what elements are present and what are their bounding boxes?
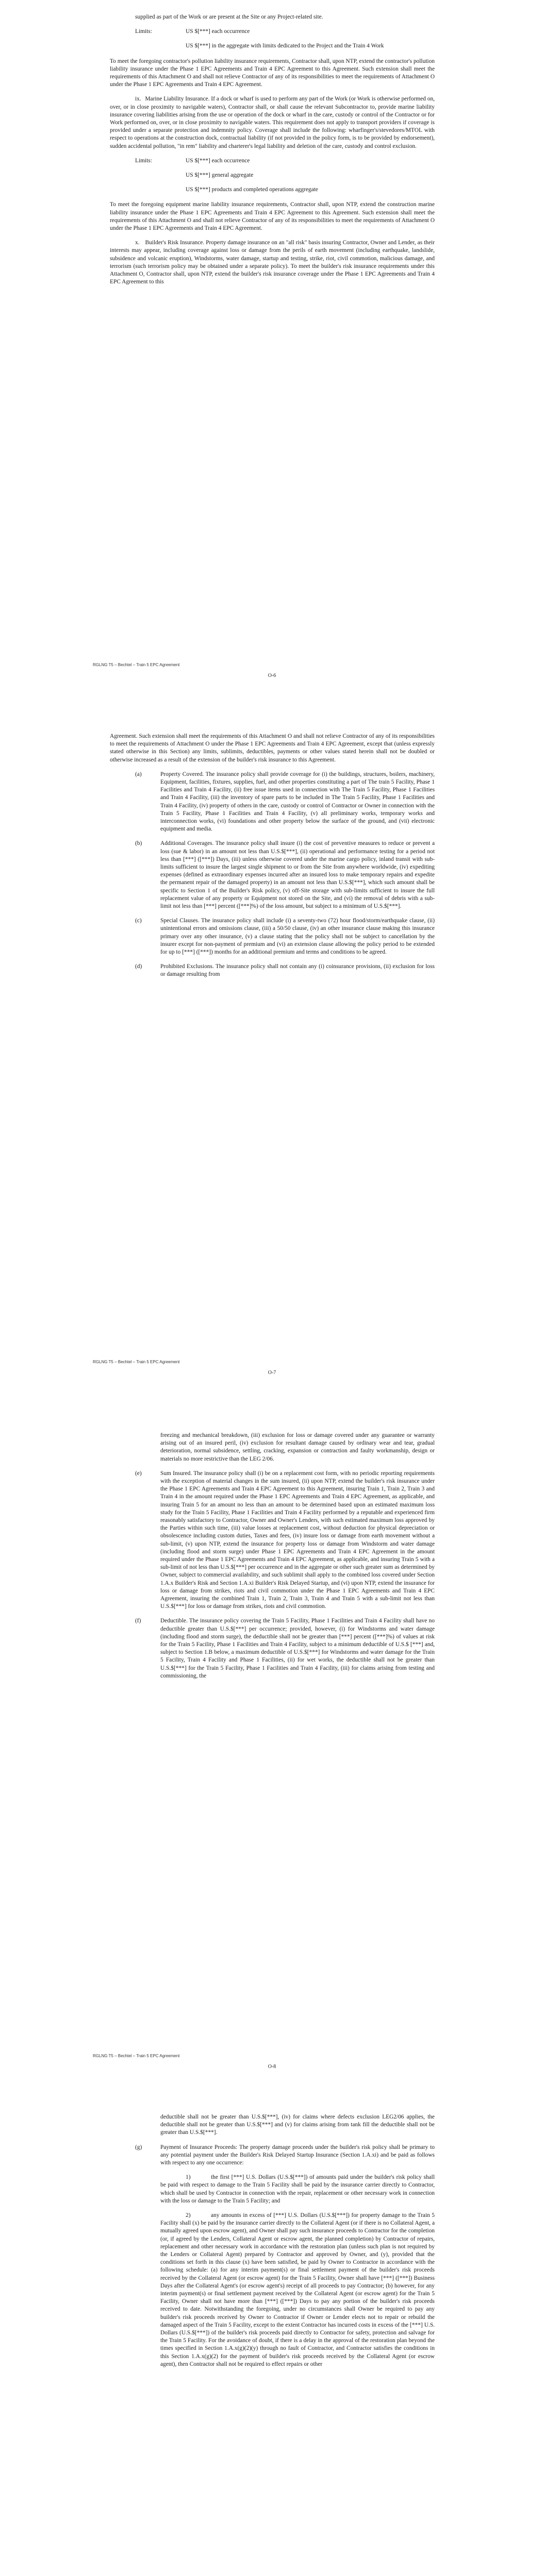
builders-risk-paragraph: x. Builder's Risk Insurance. Property damage insurance on an "all risk" basis insuring Contractor, Owner and Lender, as their interests may appear, including coverage against loss or damage from the perils of earth movement (including earthquake, landslide, subsidence and volcanic eruption), Windstorms, water damage, startup and testing, strike, riot, civil commotion, malicious damage, and terrorism (such terrorism policy may be obtained under a separate policy). To meet the builder's risk insurance requirements under this Attachment O, Contractor shall, upon NTP, extend the builder's risk insurance coverage under the Phase 1 EPC Agreements and Train 4 EPC Agreement to this xyxy=(110,240,436,285)
subsection-marker: (f) xyxy=(135,1618,141,1624)
limits-block-2 xyxy=(110,157,435,194)
intro-text: deductible shall not be greater than U.S.$[***], (iv) for claims where defects exclusion LEG2/06 applies, the deductible shall not be greater than U.S.$[***] and (v) for claims arising from tank fill the deductible shall not be greater than U.S.$[***]. xyxy=(160,2114,435,2136)
intro-text: supplied as part of the Work or are present at the Site or any Project-related site. xyxy=(135,14,323,20)
limits-block-1 xyxy=(110,28,435,50)
subsection-text: Deductible. The insurance policy covering the Train 5 Facility, Phase 1 Facilities and Train 4 Facility shall have no deductible greater than U.S.$[***] per occurrence; provided, however, (i) for Windstorms and water damage (including flood and storm surge), the deductible shall not be greater than [***] percent ([***]%) of values at risk for the Train 5 Facility, Phase 1 Facilities and Train 4 Facility, subject to a minimum deductible of U.S.$ [***] and, subject to Section 1.B below, a maximum deductible of U.S.$[***] for Windstorms and water damage for the Train 5 Facility, Train 4 Facility and Phase 1 Facilities, (ii) for wet works, the deductible shall not be greater than U.S.$[***] for the Train 5 Facility, Phase 1 Facilities and Train 4 Facility, (iii) for claims arising from testing and commissioning, the xyxy=(160,1618,435,1679)
subsection-g xyxy=(110,2144,435,2167)
subsection-marker: (c) xyxy=(135,918,142,924)
subsection-c xyxy=(110,917,435,956)
intro-text: freezing and mechanical breakdown, (iii) exclusion for loss or damage covered under any guarantee or warranty arising out of an insured peril, (iv) exclusion for resultant damage caused by ordinary wear and tear, gradual deterioration, normal subsidence, settling, cracking, expansion or contraction and faulty workmanship, design or materials no more restrictive than the LEG 2/06. xyxy=(160,1432,435,1462)
marine-extension-paragraph: To meet the foregoing equipment marine liability insurance requirements, Contractor shall, upon NTP, extend the construction marine liability insurance under the Phase 1 EPC Agreements and Train 4 EPC Agreement to this Agreement. Such extension shall meet the requirements of this Attachment O and shall not relieve Contractor of any of its responsibilities to meet the requirements of Attachment O under the Phase 1 EPC Agreements and Train 4 EPC Agreement. xyxy=(110,201,435,232)
footer-label: RGLNG T5 – Bechtel – Train 5 EPC Agreement xyxy=(93,1360,180,1364)
subsection-text: Property Covered. The insurance policy shall provide coverage for (i) the buildings, structures, boilers, machinery, Equipment, facilities, fixtures, supplies, fuel, and other properties constituting a part of The train 5 Facility, Phase 1 Facilities and Train 4 Facility, (ii) free issue items used in connection with The Train 5 Facility, Phase 1 Facilities and Train 4 Facility, (iii) the inventory of spare parts to be included in The Train 5 Facility, Phase 1 Facilities and Train 4 Facility, (iv) property of others in the care, custody or control of Contractor or Owner in connection with the Train 5 Facility, Phase 1 Facilities and Train 4 Facility, (v) all preliminary works, temporary works and interconnection works, (vi) foundations and other property below the surface of the ground, and (vii) electronic equipment and media. xyxy=(160,771,435,833)
intro-text: Agreement. Such extension shall meet the requirements of this Attachment O and shall not relieve Contractor of any of its responsibilities to meet the requirements of Attachment O under the Phase 1 EPC Agreements and Train 4 EPC Agreement, except that (unless expressly stated otherwise in this Section) any limits, sublimits, deductibles, payments or other values stated herein shall not be doubled or otherwise increased as a result of the extension of the builder's risk insurance to this Agreement. xyxy=(110,733,435,763)
page-1 xyxy=(0,0,544,694)
numbered-item-2 xyxy=(110,2212,435,2368)
page-number: O-6 xyxy=(268,673,276,679)
subsection-marker: (e) xyxy=(135,1470,142,1477)
pollution-extension-paragraph: To meet the foregoing contractor's pollution liability insurance requirements, Contractor shall, upon NTP, extend the contractor's pollution liability insurance under the Phase 1 EPC Agreements and Train 4 EPC Agreement to this Agreement. Such extension shall meet the requirements of this Attachment O and shall not relieve Contractor of any of its responsibilities to meet the requirements of Attachment O under the Phase 1 EPC Agreements and Train 4 EPC Agreement. xyxy=(110,58,435,88)
page-3 xyxy=(0,1387,544,2080)
subsection-marker: (g) xyxy=(135,2144,142,2150)
limit-item: US $[***] each occurrence xyxy=(186,28,250,35)
page-3-content xyxy=(110,1432,435,1687)
subsection-text: Payment of Insurance Proceeds: The property damage proceeds under the builder's risk policy shall be primary to any potential payment under the Builder's Risk Delayed Startup Insurance (Section 1.A.xi) and be paid as follows with respect to any one occurrence: xyxy=(160,2144,435,2166)
page-1-content xyxy=(110,13,435,293)
page-4 xyxy=(0,2080,544,2576)
footer-label: RGLNG T5 – Bechtel – Train 5 EPC Agreement xyxy=(93,663,180,667)
limit-item: US $[***] in the aggregate with limits dedicated to the Project and the Train 4 Work xyxy=(186,43,384,49)
limits-label: Limits: xyxy=(135,157,152,164)
subsection-e xyxy=(110,1470,435,1611)
page-2 xyxy=(0,694,544,1387)
limit-item: US $[***] each occurrence xyxy=(186,157,250,164)
limit-item: US $[***] general aggregate xyxy=(186,172,254,179)
numbered-text xyxy=(160,2212,435,2368)
limit-item: US $[***] products and completed operations aggregate xyxy=(186,187,318,193)
subsection-a xyxy=(110,771,435,834)
subsection-b xyxy=(110,840,435,910)
subsection-marker: (d) xyxy=(135,963,142,970)
numbered-text xyxy=(160,2174,435,2205)
subsection-text: Sum Insured. The insurance policy shall (i) be on a replacement cost form, with no periodic reporting requirements with the exception of material changes in the sum insured, (ii) upon NTP, extend the builder's risk insurance under the Phase 1 EPC Agreements and Train 4 EPC Agreement to this Agreement, insuring Train 1, Train 2, Train 3 and Train 4 in the amount required under the Phase 1 EPC Agreements and Train 4 EPC Agreement, as applicable, and insuring Train 5 for an amount no less than an amount to be determined based upon an estimated maximum loss study for the Train 5 Facility, Phase 1 Facilities and Train 4 Facility performed by a reputable and experienced firm reasonably satisfactory to Contractor, Owner and Owner's Lenders, with such estimated maximum loss approved by the Parties within such time, (iii) value losses at replacement cost, without deduction for physical depreciation or obsolescence including custom duties, Taxes and fees, (iv) insure loss or damage from earth movement without a sub-limit, (v) upon NTP, extend the insurance for property loss or damage from Windstorm and water damage (including flood and storm surge) under Phase 1 EPC Agreements and Train 4 EPC Agreement in the amount required under the Phase 1 EPC Agreements and Train 4 EPC Agreement, as applicable, and insuring Train 5 with a sub-limit of not less than U.S.$[***] per occurrence and in the aggregate or other such greater sum as determined by Owner, subject to commercial availability, and such sublimit shall apply to the combined loss covered under Section 1.A.x Builder's Risk and Section 1.A.xi Builder's Risk Delayed Startup, and (vi) upon NTP, extend the insurance for loss or damage from strikes, riots and civil commotion under the Phase 1 EPC Agreements and Train 4 EPC Agreement, insuring the combined Train 1, Train 2, Train 3, Train 4 and Train 5 with a sub-limit not less than U.S.$[***] for loss or damage from strikes, riots and civil commotion. xyxy=(160,1470,435,1610)
numbered-body: any amounts in excess of [***] U.S. Dollars (U.S.$[***]) for property damage to the Train 5 Facility shall (x) be paid by the insurance carrier directly to the Collateral Agent (or if there is no Collateral Agent, a mutually agreed upon escrow agent), and Owner shall pay such insurance proceeds to Contractor for the completion (or, if agreed by the Lenders, Collateral Agent or escrow agent, the planned completion) by Contractor of repairs, replacement and other necessary work in accordance with the restoration plan (unless such plan is not required by the Lenders or Collateral Agent) prepared by Contractor and approved by Owner, and (y), provided that the conditions set forth in this clause (x) have been satisfied, be paid by Owner to Contractor in accordance with the following schedule: (a) for any interim payment(s) or final settlement payment of the builder's risk proceeds received by the Collateral Agent (or escrow agent) for the Train 5 Facility, Owner shall have [***] ([***]) Business Days after the Collateral Agent's (or escrow agent's) receipt of all proceeds to pay Contractor; (b) however, for any interim payment(s) or final settlement payment received by the Collateral Agent (or escrow agent) for the Train 5 Facility, Owner shall not have more than [***] ([***]) Days to pay any portion of the builder's risk proceeds received to date. Notwithstanding the foregoing, under no circumstances shall Owner be required to pay any builder's risk proceeds received by Owner to Contractor if Owner or Lender elects not to repair or rebuild the damaged aspect of the Train 5 Facility, except to the extent Contractor has incurred costs in excess of the [***] U.S. Dollars (U.S.$[***]) of the builder's risk proceeds paid directly to Contractor for safety, protection and salvage for the Train 5 Facility. For the avoidance of doubt, if there is a delay in the approval of the restoration plan beyond the times specified in Section 1.A.x(g)(2)(y) through no fault of Contractor, and Contractor satisfies the conditions in this Section 1.A.x(g)(2) for the payment of builder's risk proceeds received by the Collateral Agent (or escrow agent), then Contractor shall not be required to effect repairs or other xyxy=(160,2212,435,2367)
marine-liability-paragraph: ix. Marine Liability Insurance. If a dock or wharf is used to perform any part of the Work (or Work is otherwise performed on, over, or in close proximity to navigable waters), Contractor shall, or shall cause the relevant Subcontractor to, provide marine liability insurance covering liabilities arising from the use or operation of the dock or wharf in the care, custody or control of the Contractor or for Work performed on, over, or in close proximity to navigable waters. This requirement does not apply to transport providers if coverage is provided under a separate protection and indemnity policy. Coverage shall include the following: wharfinger's/stevedores/MTOL with respect to operations at the construction dock, contractual liability (if not provided in the policy form, is to be provided by endorsement), sudden accidental pollution, "in rem" liability and charterer's legal liability and deletion of the care, custody and control exclusion. xyxy=(110,96,436,149)
page-2-content xyxy=(110,733,435,986)
numbered-item-1 xyxy=(110,2174,435,2205)
numbered-marker: 2) xyxy=(186,2212,191,2219)
subsection-text: Additional Coverages. The insurance policy shall insure (i) the cost of preventive measures to reduce or prevent a loss (sue & labor) in an amount not less than U.S.$[***], (ii) operational and performance testing for a period not less than [***] ([***]) Days, (iii) unless otherwise covered under the marine cargo policy, inland transit with sub-limits sufficient to insure the largest single shipment to or from the Site from anywhere worldwide, (iv) expediting expenses (defined as extraordinary expenses incurred after an insured loss to make temporary repairs and expedite the permanent repair of the damaged property) in an amount not less than U.S.$[***], which such amount shall be specific to Section 1 of the Builder's Risk policy, (v) off-Site storage with sub-limits sufficient to insure the full replacement value of any property or Equipment not stored on the Site, and (vi) the removal of debris with a sub-limit not less than [***] percent ([***]%) of the loss amount, but subject to a minimum of U.S.$[***]. xyxy=(160,840,435,910)
page-number: O-8 xyxy=(268,2064,276,2070)
page-4-content xyxy=(110,2113,435,2375)
limits-label: Limits: xyxy=(135,28,152,35)
page-number: O-7 xyxy=(268,1370,276,1376)
subsection-d xyxy=(110,963,435,978)
numbered-body: the first [***] U.S. Dollars (U.S.$[***]) of amounts paid under the builder's risk policy shall be paid with respect to damage to the Train 5 Facility shall be paid by the insurance carrier directly to Contractor, which shall be used by Contractor in connection with the repair, replacement or other necessary work in connection with the loss or damage to the Train 5 Facility; and xyxy=(160,2174,435,2204)
subsection-marker: (b) xyxy=(135,840,142,847)
subsection-marker: (a) xyxy=(135,771,142,777)
subsection-text: Prohibited Exclusions. The insurance policy shall not contain any (i) coinsurance provisions, (ii) exclusion for loss or damage resulting from xyxy=(160,963,435,978)
numbered-marker: 1) xyxy=(186,2174,191,2181)
subsection-f xyxy=(110,1617,435,1680)
subsection-text: Special Clauses. The insurance policy shall include (i) a seventy-two (72) hour flood/storm/earthquake clause, (ii) unintentional errors and omissions clause, (iii) a 50/50 clause, (iv) an other insurance clause making this insurance primary over any other insurance, (v) a clause stating that the policy shall not be subject to cancellation by the insurer except for non-payment of premium and (vi) an extension clause allowing the policy period to be extended for up to [***] ([***]) months for an additional premium and terms and conditions to be agreed. xyxy=(160,918,435,956)
footer-label: RGLNG T5 – Bechtel – Train 5 EPC Agreement xyxy=(93,2054,180,2058)
